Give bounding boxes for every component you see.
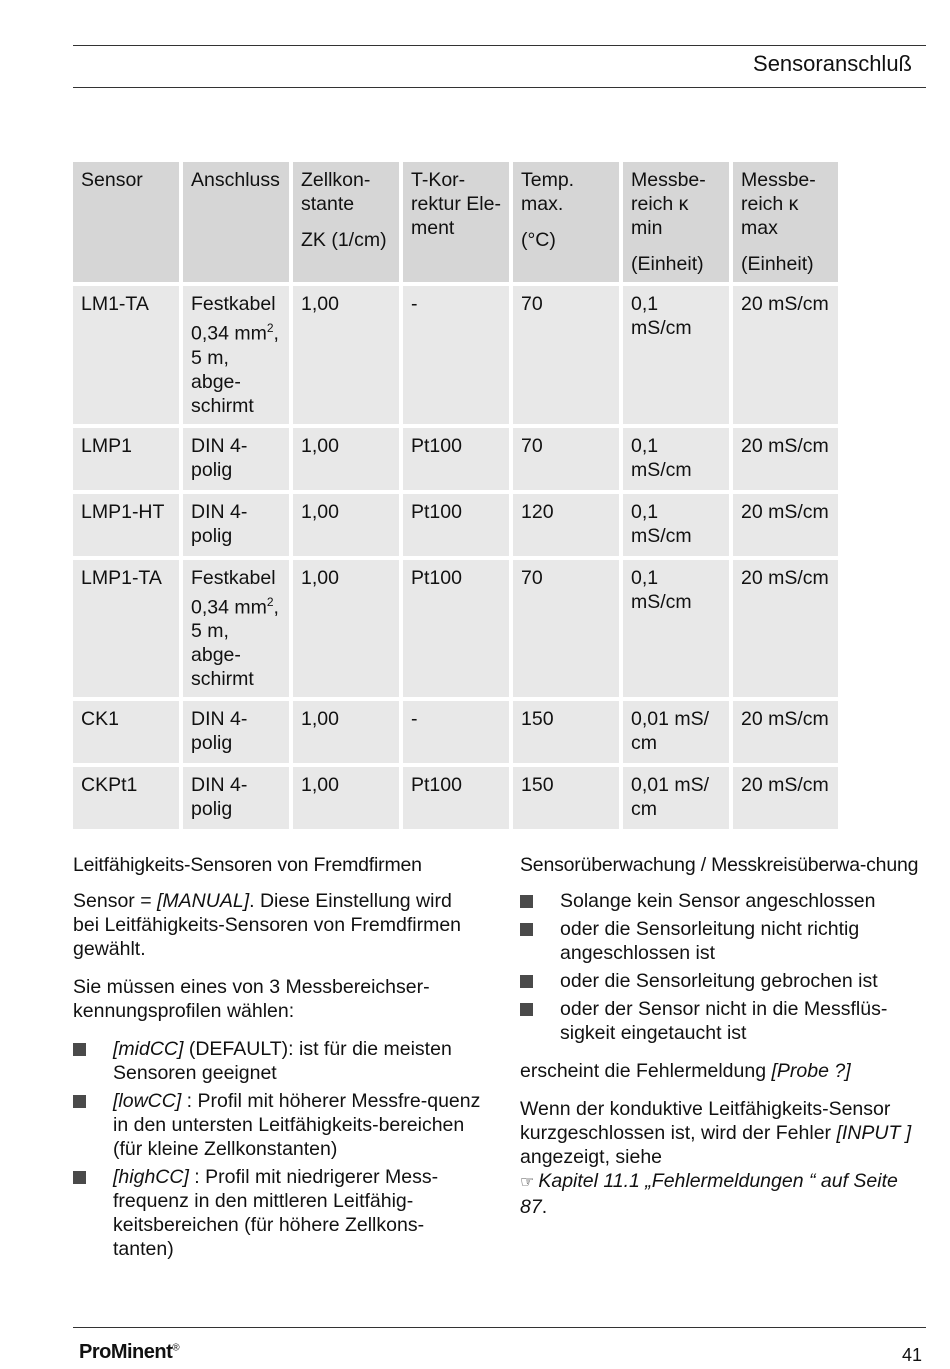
cell-min: 0,01 mS/ cm: [623, 767, 729, 829]
cell-sensor: LMP1-TA: [73, 560, 179, 698]
table-row: [73, 428, 838, 490]
list-item: [lowCC] : Profil mit höherer Messfre-quenz in den untersten Leitfähigkeits-bereichen (für kleine Zellkonstanten): [73, 1089, 483, 1161]
table-row: [73, 767, 838, 829]
bullet-square-icon: [73, 1095, 86, 1108]
table-header-cell: T-Kor- rektur Ele- ment: [403, 162, 509, 282]
table-header-cell: Messbe- reich κ min (Einheit): [623, 162, 729, 282]
table-header-cell: Messbe- reich κ max (Einheit): [733, 162, 838, 282]
cell-min: 0,1 mS/cm: [623, 494, 729, 556]
cell-temp: 120: [513, 494, 619, 556]
profile-list: [73, 1037, 483, 1261]
cell-zk: 1,00: [293, 494, 399, 556]
cell-anschluss: Festkabel 0,34 $mm^2$, 5 m, abge-schirmt: [183, 286, 289, 424]
chapter-link[interactable]: Kapitel 11.1 „Fehlermeldungen “ auf Seite 87: [520, 1170, 898, 1218]
cell-zk: 1,00: [293, 428, 399, 490]
table-row: [73, 701, 838, 763]
section-heading-fremdfirmen: Leitfähigkeits-Sensoren von Fremdfirmen: [73, 854, 422, 876]
cell-min: 0,01 mS/ cm: [623, 701, 729, 763]
bullet-square-icon: [73, 1171, 86, 1184]
cell-max: 20 mS/cm: [733, 701, 838, 763]
cell-zk: 1,00: [293, 767, 399, 829]
cell-sensor: LM1-TA: [73, 286, 179, 424]
bullet-square-icon: [73, 1043, 86, 1056]
cell-temp: 70: [513, 286, 619, 424]
page-header-title: Sensoranschluß: [753, 51, 912, 76]
page-number: 41: [901, 1345, 922, 1365]
table-row: [73, 494, 838, 556]
right-column: [520, 853, 920, 1233]
cell-tk: Pt100: [403, 767, 509, 829]
paragraph-error-probe: erscheint die Fehlermeldung [Probe ?]: [520, 1060, 851, 1082]
cell-anschluss: DIN 4- polig: [183, 767, 289, 829]
cell-min: 0,1 mS/cm: [623, 428, 729, 490]
cell-tk: Pt100: [403, 560, 509, 698]
footer-rule: [73, 1327, 926, 1328]
monitoring-list: [520, 889, 920, 1045]
cell-max: 20 mS/cm: [733, 428, 838, 490]
cell-zk: 1,00: [293, 560, 399, 698]
paragraph-profile: Sie müssen eines von 3 Messbereichser-kennungsprofilen wählen:: [73, 976, 430, 1022]
cell-temp: 70: [513, 560, 619, 698]
table-header-cell: Anschluss: [183, 162, 289, 282]
cell-tk: -: [403, 286, 509, 424]
cell-temp: 150: [513, 767, 619, 829]
bullet-square-icon: [520, 923, 533, 936]
list-item: [midCC] (DEFAULT): ist für die meisten Sensoren geeignet: [73, 1037, 483, 1085]
table-header-row: [73, 162, 838, 282]
cell-sensor: LMP1: [73, 428, 179, 490]
cell-tk: Pt100: [403, 428, 509, 490]
cell-temp: 150: [513, 701, 619, 763]
cell-sensor: CK1: [73, 701, 179, 763]
cell-anschluss: DIN 4- polig: [183, 701, 289, 763]
cell-max: 20 mS/cm: [733, 767, 838, 829]
cell-zk: 1,00: [293, 286, 399, 424]
table-header-cell: Sensor: [73, 162, 179, 282]
cell-tk: Pt100: [403, 494, 509, 556]
cell-zk: 1,00: [293, 701, 399, 763]
table-header-cell: Temp. max. (°C): [513, 162, 619, 282]
list-item: [highCC] : Profil mit niedrigerer Mess-frequenz in den mittleren Leitfähig-keitsbereichen (für höhere Zellkons-tanten): [73, 1165, 483, 1261]
header-rule-top: [73, 45, 926, 46]
cell-temp: 70: [513, 428, 619, 490]
cell-min: 0,1 mS/cm: [623, 286, 729, 424]
left-column: [73, 853, 483, 1275]
bullet-square-icon: [520, 975, 533, 988]
section-heading-sensorueberwachung: Sensorüberwachung / Messkreisüberwa-chung: [520, 854, 919, 876]
cell-min: 0,1 mS/cm: [623, 560, 729, 698]
hand-pointer-icon: ☞: [520, 1174, 535, 1191]
cell-anschluss: DIN 4- polig: [183, 494, 289, 556]
cell-max: 20 mS/cm: [733, 286, 838, 424]
cell-max: 20 mS/cm: [733, 494, 838, 556]
prominent-logo: ProMinent®: [79, 1341, 180, 1363]
header-rule-bottom: [73, 87, 926, 88]
cell-tk: -: [403, 701, 509, 763]
list-item: oder der Sensor nicht in die Messflüs-sigkeit eingetaucht ist: [520, 997, 920, 1045]
cell-sensor: CKPt1: [73, 767, 179, 829]
table-row: [73, 560, 838, 698]
cell-max: 20 mS/cm: [733, 560, 838, 698]
cell-anschluss: Festkabel 0,34 $mm^2$, 5 m, abge-schirmt: [183, 560, 289, 698]
list-item: oder die Sensorleitung gebrochen ist: [520, 969, 920, 993]
cell-sensor: LMP1-HT: [73, 494, 179, 556]
table-row: [73, 286, 838, 424]
list-item: oder die Sensorleitung nicht richtig angeschlossen ist: [520, 917, 920, 965]
paragraph-error-input: Wenn der konduktive Leitfähigkeits-Sensor kurzgeschlossen ist, wird der Fehler [INPUT ] angezeigt, siehe ☞ Kapitel 11.1 „Fehlermeldungen “ auf Seite 87.: [520, 1098, 912, 1218]
table-header-cell: Zellkon- stante ZK (1/cm): [293, 162, 399, 282]
paragraph-manual: Sensor = [MANUAL]. Diese Einstellung wird bei Leitfähigkeits-Sensoren von Fremdfirmen gewählt.: [73, 890, 462, 960]
bullet-square-icon: [520, 895, 533, 908]
bullet-square-icon: [520, 1003, 533, 1016]
cell-anschluss: DIN 4- polig: [183, 428, 289, 490]
list-item: Solange kein Sensor angeschlossen: [520, 889, 920, 913]
sensor-table: [69, 158, 842, 833]
